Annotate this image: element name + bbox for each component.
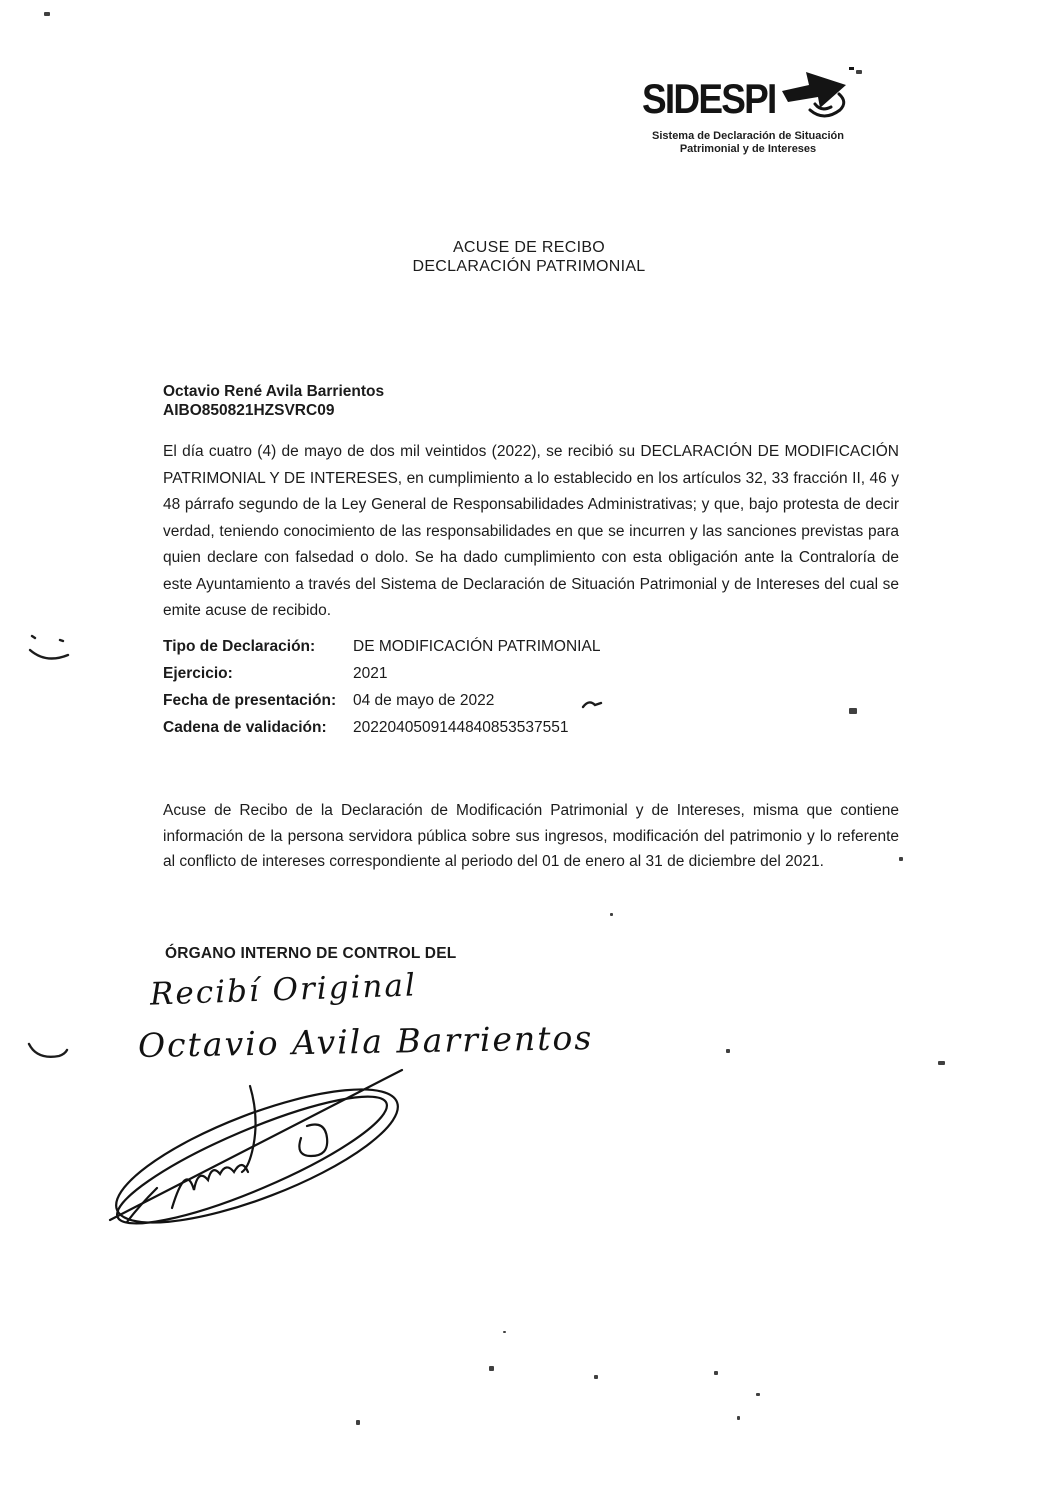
sidespi-tagline <box>642 130 854 156</box>
body-paragraph: El día cuatro (4) de mayo de dos mil veintidos (2022), se recibió su DECLARACIÓN DE MODIFICACIÓN PATRIMONIAL Y DE INTERESES, en cumplimiento a lo establecido en los artículos 32, 33 fracción II, 46 y 48 párrafo segundo de la Ley General de Responsabilidades Administrativas; y que, bajo protesta de decir verdad, teniendo conocimiento de las responsabilidades en que se incurren y las sanciones previstas para quien declare con falsedad o dolo. Se ha dado cumplimiento con esta obligación ante la Contraloría de este Ayuntamiento a través del Sistema de Declaración de Situación Patrimonial y de Intereses del cual se emite acuse de recibido. <box>163 443 899 619</box>
summary-paragraph: Acuse de Recibo de la Declaración de Modificación Patrimonial y de Intereses, misma que contiene información de la persona servidora pública sobre sus ingresos, modificación del patrimonio y lo referente al conflicto de intereses correspondiente al periodo del 01 de enero al 31 de diciembre del 2021. <box>163 802 899 870</box>
detail-label-ejercicio: Ejercicio: <box>163 665 233 682</box>
handwritten-name: Octavio Avila Barrientos <box>137 1018 594 1065</box>
scan-speck <box>503 1331 506 1333</box>
detail-value-fecha: 04 de mayo de 2022 <box>353 692 495 709</box>
sidespi-logo-row <box>642 70 872 128</box>
margin-squiggle-top <box>24 626 78 666</box>
detail-label-fecha: Fecha de presentación: <box>163 692 337 709</box>
recipient-id: AIBO850821HZSVRC09 <box>163 402 335 419</box>
document-title-line1: ACUSE DE RECIBO <box>452 239 606 256</box>
declaration-details <box>163 637 763 737</box>
cadena-tilde-mark <box>581 699 603 711</box>
scan-speck <box>489 1366 494 1371</box>
detail-label-tipo: Tipo de Declaración: <box>163 638 316 655</box>
document-title <box>0 238 1058 276</box>
scan-speck <box>610 913 613 916</box>
handwritten-recibi-original: Recibí Original <box>149 967 418 1013</box>
scan-speck <box>726 1049 730 1053</box>
scan-speck <box>938 1061 945 1065</box>
recipient-name: Octavio René Avila Barrientos <box>163 383 385 400</box>
sidespi-tagline-line1: Sistema de Declaración de Situación <box>652 130 844 142</box>
sidespi-wordmark: SIDESPI <box>642 75 776 122</box>
sidespi-tagline-line2: Patrimonial y de Intereses <box>679 143 817 155</box>
detail-value-ejercicio: 2021 <box>353 665 388 682</box>
recipient-block <box>163 382 384 420</box>
scan-speck <box>594 1375 598 1379</box>
detail-label-cadena: Cadena de validación: <box>163 719 327 736</box>
arrow-icon <box>780 64 854 128</box>
scan-speck <box>356 1420 360 1425</box>
detail-value-cadena: 2022040509144840853537551 <box>353 719 569 736</box>
sidespi-logo <box>642 70 872 156</box>
scan-speck <box>849 708 857 714</box>
organo-interno-heading: ÓRGANO INTERNO DE CONTROL DEL <box>165 945 457 962</box>
scan-speck <box>899 857 903 861</box>
detail-value-tipo: DE MODIFICACIÓN PATRIMONIAL <box>353 638 601 655</box>
scan-speck <box>44 12 50 16</box>
signature-scribble <box>102 1068 412 1228</box>
scan-speck <box>856 70 862 74</box>
scan-speck <box>737 1416 740 1420</box>
document-title-line2: DECLARACIÓN PATRIMONIAL <box>412 258 646 275</box>
margin-squiggle-bottom <box>24 1034 74 1066</box>
scan-speck <box>756 1393 760 1396</box>
scan-speck <box>714 1371 718 1375</box>
